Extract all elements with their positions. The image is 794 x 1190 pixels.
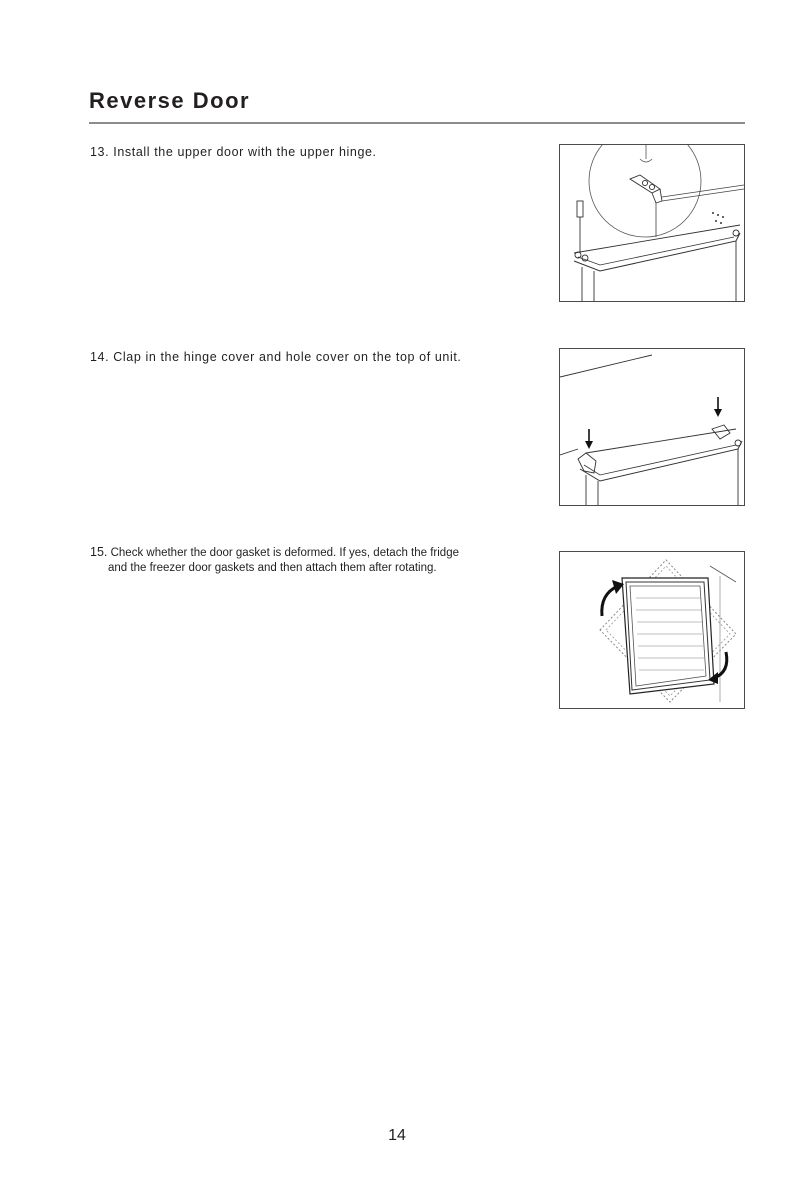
figure-install-upper-door <box>559 144 745 302</box>
step-13-text: Install the upper door with the upper hinge. <box>113 145 377 159</box>
step-15-text-line-1: Check whether the door gasket is deformed. If yes, detach the fridge <box>110 547 459 559</box>
step-14 <box>90 350 461 364</box>
step-15-number: 15. <box>90 545 108 559</box>
door-gasket-illustration <box>560 552 744 708</box>
step-13-number: 13. <box>90 145 110 159</box>
page-number: 14 <box>388 1127 406 1144</box>
step-15-line-1 <box>90 545 459 561</box>
step-13 <box>90 145 377 159</box>
page-title: Reverse Door <box>89 88 251 113</box>
figure-door-gasket <box>559 551 745 709</box>
step-14-number: 14. <box>90 350 110 364</box>
title-divider <box>89 122 745 124</box>
step-14-text: Clap in the hinge cover and hole cover on the top of unit. <box>113 350 462 364</box>
step-15 <box>90 545 459 576</box>
hinge-cover-illustration <box>560 349 744 505</box>
figure-hinge-cover <box>559 348 745 506</box>
step-15-text-line-2: and the freezer door gaskets and then attach them after rotating. <box>108 562 437 574</box>
step-15-line-2 <box>90 561 459 576</box>
hinge-install-illustration <box>560 145 744 301</box>
